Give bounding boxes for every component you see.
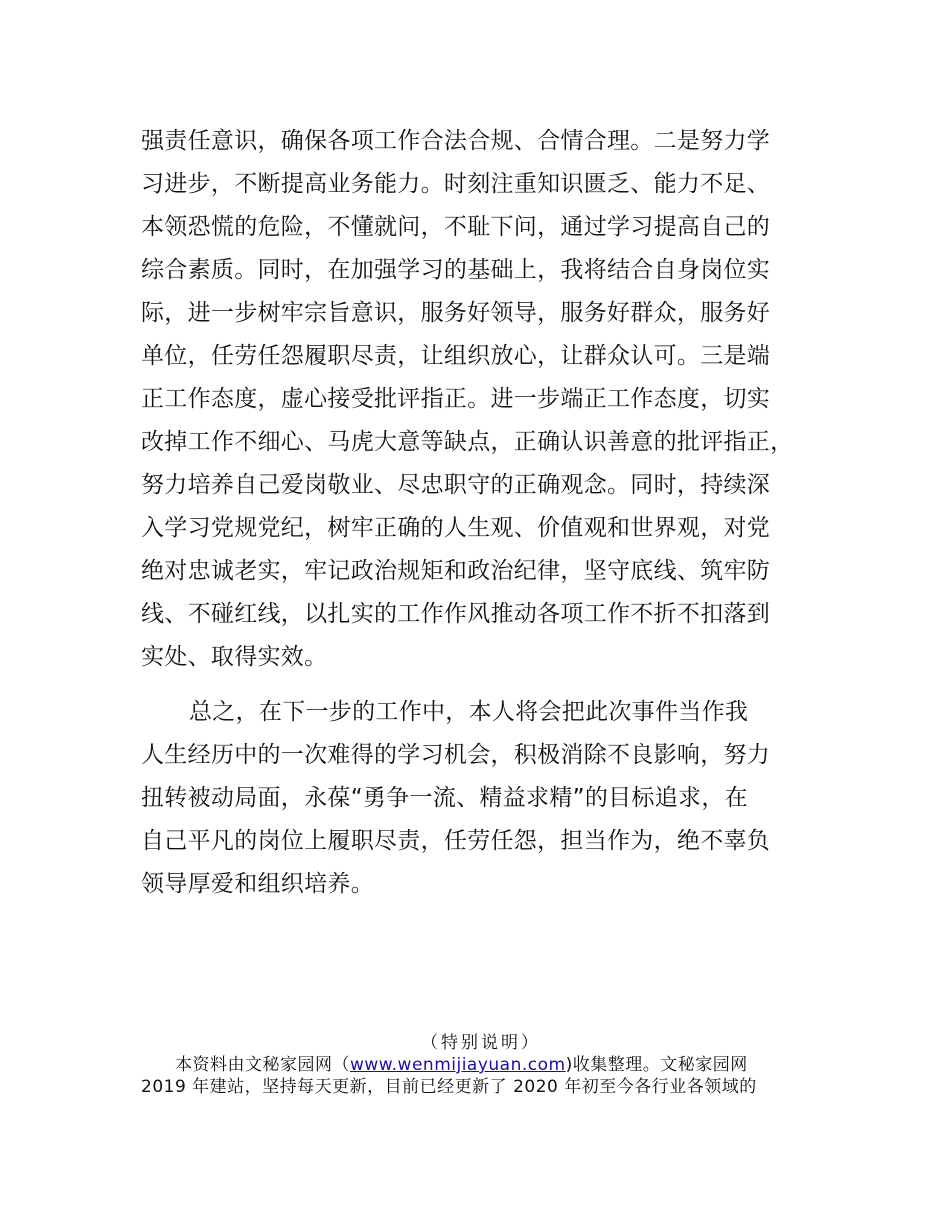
text-line: 强责任意识，确保各项工作合法合规、合情合理。二是努力学 xyxy=(141,128,771,154)
text-line: 努力培养自己爱岗敬业、尽忠职守的正确观念。同时，持续深 xyxy=(141,472,771,498)
website-link[interactable]: www.wenmijiayuan.com xyxy=(350,1055,566,1075)
document-body xyxy=(141,120,861,906)
text-line: 线、不碰红线，以扎实的工作作风推动各项工作不折不扣落到 xyxy=(141,601,771,627)
text-line: 际，进一步树牢宗旨意识，服务好领导，服务好群众，服务好 xyxy=(141,300,771,326)
text-line: 改掉工作不细心、马虎大意等缺点，正确认识善意的批评指正， xyxy=(141,429,794,455)
text-line: 领导厚爱和组织培养。 xyxy=(141,871,374,897)
text-line: 总之，在下一步的工作中，本人将会把此次事件当作我 xyxy=(189,699,749,725)
text-line: 正工作态度，虚心接受批评指正。进一步端正工作态度，切实 xyxy=(141,386,771,412)
text-line: 绝对忠诚老实，牢记政治规矩和政治纪律，坚守底线、筑牢防 xyxy=(141,558,771,584)
footer-title: （特别说明） xyxy=(421,1033,541,1053)
text-line: 扭转被动局面，永葆“勇争一流、精益求精”的目标追求，在 xyxy=(141,785,748,811)
text-line: 综合素质。同时，在加强学习的基础上，我将结合自身岗位实 xyxy=(141,257,771,283)
paragraph-gap xyxy=(141,679,861,691)
text-line: 习进步，不断提高业务能力。时刻注重知识匮乏、能力不足、 xyxy=(141,171,771,197)
text-line: 入学习党规党纪，树牢正确的人生观、价值观和世界观，对党 xyxy=(141,515,771,541)
text-line: 人生经历中的一次难得的学习机会，积极消除不良影响，努力 xyxy=(141,742,771,768)
special-note-footer xyxy=(141,1032,821,1098)
text-line: 单位，任劳任怨履职尽责，让组织放心，让群众认可。三是端 xyxy=(141,343,771,369)
footer-line: 2019 年建站，坚持每天更新，目前已经更新了 2020 年初至今各行业各领域的 xyxy=(141,1077,757,1097)
text-line: 自己平凡的岗位上履职尽责，任劳任怨，担当作为，绝不辜负 xyxy=(141,828,771,854)
footer-text: 本资料由文秘家园网（ xyxy=(175,1055,350,1075)
footer-text: )收集整理。文秘家园网 xyxy=(565,1055,748,1075)
text-line: 实处、取得实效。 xyxy=(141,644,328,670)
footer-line xyxy=(141,1054,821,1076)
text-line: 本领恐慌的危险，不懂就问，不耻下问，通过学习提高自己的 xyxy=(141,214,771,240)
